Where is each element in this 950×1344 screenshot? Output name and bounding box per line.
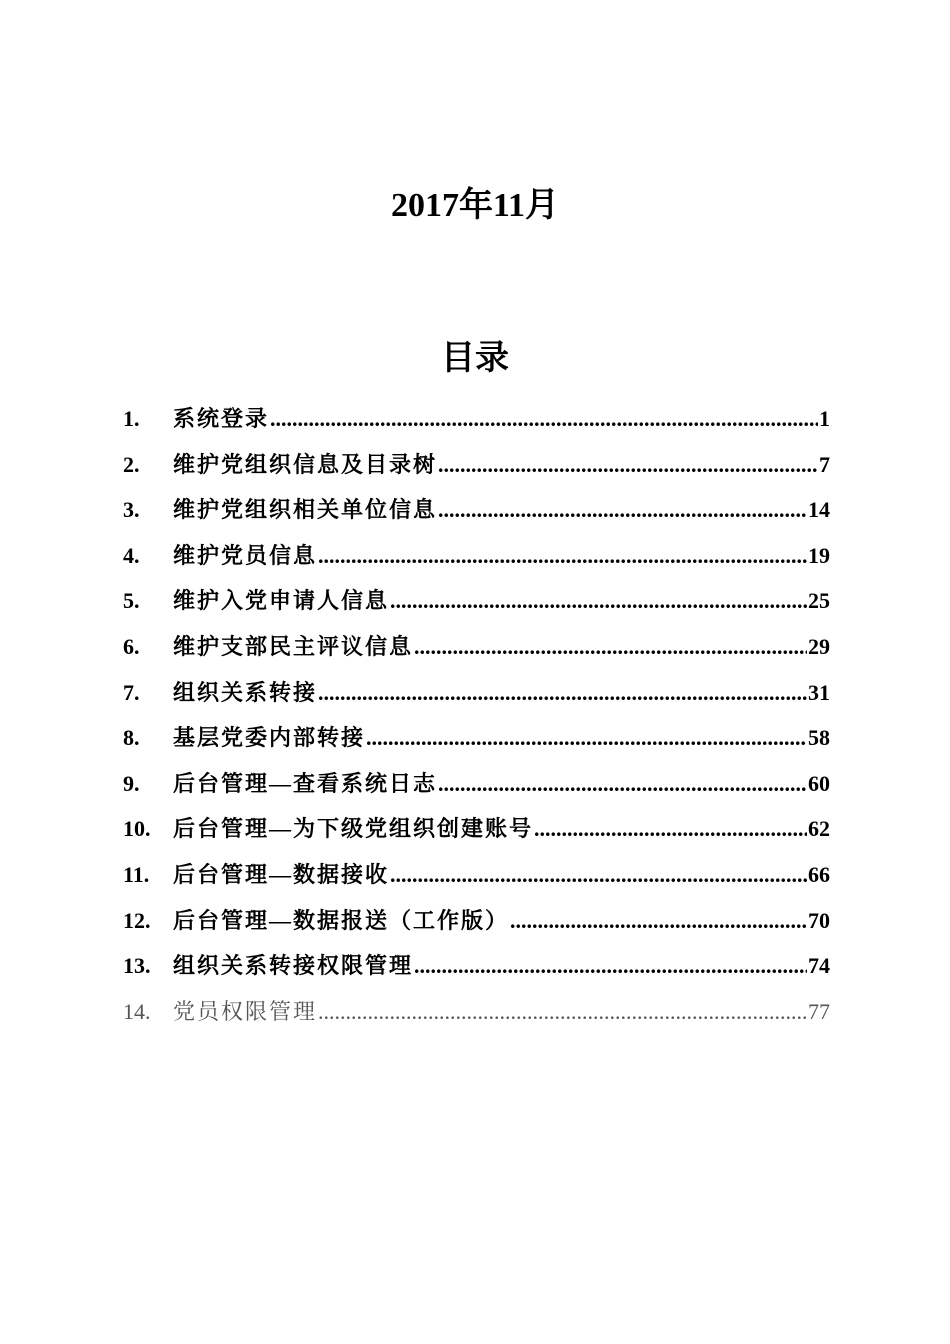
toc-dot-leader (366, 715, 807, 761)
toc-entry-9[interactable] (123, 761, 830, 807)
toc-entry-3[interactable] (123, 487, 830, 533)
toc-dot-leader (510, 898, 807, 944)
toc-dot-leader (390, 852, 807, 898)
toc-entry-number: 8. (123, 725, 140, 751)
toc-dot-leader (414, 624, 807, 670)
toc-entry-page: 70 (808, 907, 830, 933)
toc-entry-number: 10. (123, 816, 151, 842)
toc-entry-number: 4. (123, 542, 140, 568)
toc-dot-leader (438, 761, 807, 807)
toc-entry-6[interactable] (123, 624, 830, 670)
toc-entry-title: 系统登录 (173, 406, 270, 431)
toc-dot-leader (318, 670, 807, 716)
table-of-contents (123, 396, 830, 1034)
toc-entry-title: 后台管理—数据报送（工作版） (173, 907, 510, 933)
toc-entry-page: 29 (808, 633, 830, 659)
toc-entry-page: 58 (808, 725, 830, 751)
toc-entry-title: 组织关系转接权限管理 (173, 953, 414, 979)
toc-entry-title: 党员权限管理 (173, 998, 318, 1024)
toc-entry-1[interactable] (123, 396, 830, 442)
toc-entry-title: 后台管理—为下级党组织创建账号 (173, 816, 534, 842)
toc-entry-title: 维护入党申请人信息 (173, 588, 390, 614)
toc-entry-12[interactable] (123, 898, 830, 944)
toc-entry-4[interactable] (123, 533, 830, 579)
toc-dot-leader (318, 533, 807, 579)
toc-entry-page: 77 (808, 998, 830, 1024)
toc-dot-leader (390, 578, 807, 624)
toc-entry-page: 66 (808, 861, 830, 887)
toc-entry-7[interactable] (123, 670, 830, 716)
toc-entry-10[interactable] (123, 806, 830, 852)
toc-entry-page: 62 (808, 816, 830, 842)
toc-entry-page: 74 (808, 953, 830, 979)
toc-entry-2[interactable] (123, 442, 830, 488)
toc-heading: 目录 (441, 338, 509, 378)
toc-entry-number: 2. (123, 451, 140, 477)
document-date: 2017年11月 (390, 187, 560, 224)
toc-entry-title: 维护党员信息 (173, 542, 318, 568)
toc-entry-page: 7 (819, 451, 830, 477)
toc-dot-leader (318, 989, 807, 1035)
toc-entry-number: 11. (123, 861, 150, 887)
toc-entry-number: 12. (123, 907, 151, 933)
toc-entry-page: 31 (808, 679, 830, 705)
toc-entry-title: 维护党组织相关单位信息 (173, 497, 438, 523)
toc-entry-page: 14 (808, 497, 830, 523)
toc-entry-14[interactable] (123, 989, 830, 1035)
toc-entry-title: 维护支部民主评议信息 (173, 633, 414, 659)
toc-entry-title: 后台管理—数据接收 (173, 861, 390, 887)
toc-entry-page: 19 (808, 542, 830, 568)
toc-entry-number: 14. (123, 998, 151, 1024)
toc-entry-number: 1. (123, 406, 140, 431)
toc-entry-number: 3. (123, 497, 140, 523)
toc-entry-page: 25 (808, 588, 830, 614)
toc-entry-number: 6. (123, 633, 140, 659)
toc-entry-number: 5. (123, 588, 140, 614)
toc-entry-number: 13. (123, 953, 151, 979)
toc-entry-title: 组织关系转接 (173, 679, 318, 705)
toc-entry-5[interactable] (123, 578, 830, 624)
toc-entry-page: 1 (819, 406, 830, 431)
toc-entry-page: 60 (808, 770, 830, 796)
toc-entry-8[interactable] (123, 715, 830, 761)
toc-entry-11[interactable] (123, 852, 830, 898)
toc-entry-13[interactable] (123, 943, 830, 989)
toc-dot-leader (438, 442, 818, 488)
toc-dot-leader (534, 806, 807, 852)
toc-dot-leader (270, 396, 818, 442)
toc-entry-title: 后台管理—查看系统日志 (173, 770, 438, 796)
toc-dot-leader (414, 943, 807, 989)
toc-dot-leader (438, 487, 807, 533)
toc-entry-title: 基层党委内部转接 (173, 725, 366, 751)
toc-entry-number: 7. (123, 679, 140, 705)
toc-entry-number: 9. (123, 770, 140, 796)
toc-entry-title: 维护党组织信息及目录树 (173, 451, 438, 477)
